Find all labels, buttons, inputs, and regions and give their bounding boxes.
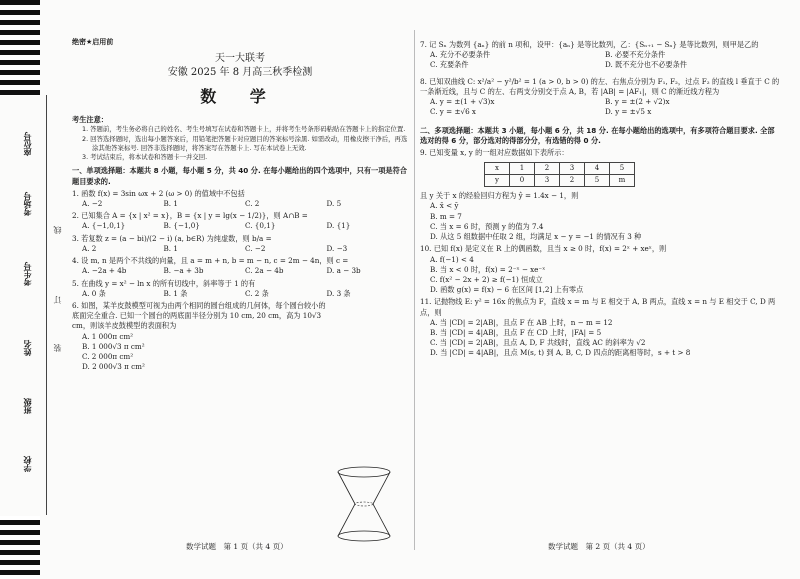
option-b[interactable]: B. 1	[163, 199, 178, 209]
table-row	[485, 163, 635, 175]
right-column	[420, 38, 780, 359]
option-a[interactable]: A. −2a + 4b	[82, 266, 127, 276]
option-b[interactable]: B. 必要不充分条件	[605, 50, 666, 60]
table-cell: 0	[510, 175, 535, 187]
drum-figure	[330, 464, 398, 544]
option-a[interactable]: A. 2	[82, 243, 97, 253]
question-7	[420, 40, 780, 71]
left-questions	[72, 189, 408, 373]
table-cell: m	[610, 175, 635, 187]
option-c[interactable]: C. 充要条件	[430, 60, 469, 70]
option-d[interactable]: D. 5	[326, 199, 342, 209]
option-b[interactable]: B. y = ±(2 + √2)x	[605, 97, 670, 107]
question-3	[72, 234, 408, 254]
table-cell: 2	[560, 175, 585, 187]
question-options	[430, 60, 780, 70]
option-b[interactable]: B. 1 000√3 π cm²	[82, 341, 145, 351]
question-options	[430, 50, 780, 60]
page-footer-left: 数学试题 第 1 页（共 4 页）	[186, 542, 288, 551]
question-10	[420, 244, 780, 295]
question-stem-continued: 且 y 关于 x 的经验回归方程为 ŷ = 1.4x − 1，则	[420, 191, 579, 201]
note-item: 2. 回答选择题时，选出每小题答案后，用铅笔把答题卡对应题目的答案标号涂黑. 如需改动，用橡皮擦干净后，再选涂其他答案标号. 回答非选择题时，将答案写在答题卡上. 写在本试卷上无效.	[82, 134, 408, 152]
question-stem: 3. 若复数 z = (a − bi)/(2 − i) (a, b∈R) 为纯虚数，则 b/a =	[72, 233, 272, 243]
question-stem: 10. 已知 f(x) 是定义在 R 上的偶函数，且当 x ≥ 0 时，f(x) = 2ˣ + xeˣ，则	[420, 244, 667, 254]
table-cell: y	[485, 175, 510, 187]
notes-title: 考生注意：	[72, 115, 108, 125]
question-8	[420, 77, 780, 118]
section-1-title: 一、单项选择题：本题共 8 小题，每小题 5 分，共 40 分. 在每小题给出的四个选项中，只有一项是符合题目要求的.	[72, 166, 407, 186]
option-a[interactable]: A. {−1,0,1}	[82, 221, 126, 231]
option-b[interactable]: B. 当 x < 0 时，f(x) = 2⁻ˣ − xe⁻ˣ	[430, 264, 546, 274]
question-options	[430, 107, 780, 117]
option-d[interactable]: D. {1}	[326, 221, 351, 231]
question-options	[430, 97, 780, 107]
option-a[interactable]: A. −2	[82, 199, 103, 209]
question-options	[82, 244, 408, 254]
column-divider	[414, 30, 415, 550]
option-d[interactable]: D. −3	[326, 243, 348, 253]
option-b[interactable]: B. {−1,0}	[163, 221, 200, 231]
question-stem: 2. 已知集合 A = {x | x² = x}，B = {x | y = lg(x − 1/2)}，则 A∩B =	[72, 211, 308, 221]
question-stem: 4. 设 m, n 是两个不共线的向量，且 a = m + n, b = m − n, c = 2m − 4n，则 c =	[72, 256, 349, 266]
option-b[interactable]: B. m = 7	[430, 211, 462, 221]
question-5	[72, 279, 408, 299]
binding-field-room: 考场号	[23, 192, 32, 216]
note-item: 3. 考试结束后，将本试卷和答题卡一并交回.	[82, 153, 208, 162]
binding-field-class: 班级	[23, 398, 32, 414]
option-c[interactable]: C. 2	[245, 199, 260, 209]
binding-deco-staple: 订	[53, 296, 62, 304]
table-cell: x	[485, 163, 510, 175]
option-c[interactable]: C. 2 000π cm²	[82, 352, 134, 362]
option-c[interactable]: C. −2	[245, 243, 266, 253]
binding-deco-bind: 装	[53, 344, 62, 352]
note-item: 1. 答题前，考生务必将自己的姓名、考生号填写在试卷和答题卡上，并将考生号条形码粘贴在答题卡上的指定位置.	[82, 125, 406, 134]
binding-field-name: 姓名	[23, 340, 32, 356]
option-a[interactable]: A. 当 |CD| = 2|AB|，且点 F 在 AB 上时，n − m = 12	[430, 317, 613, 327]
question-options	[82, 221, 408, 231]
option-c[interactable]: C. y = ±√6 x	[430, 107, 476, 117]
org-title: 天一大联考	[215, 52, 265, 64]
secret-label: 绝密★启用前	[72, 38, 114, 46]
option-d[interactable]: D. 从这 5 组数据中任取 2 组，均满足 x − y = −1 的情况有 3 种	[430, 232, 642, 242]
left-column	[72, 38, 408, 373]
data-table	[484, 162, 635, 187]
question-6	[72, 301, 327, 373]
option-d[interactable]: D. 3 条	[326, 288, 351, 298]
table-row	[485, 175, 635, 187]
binding-gap	[0, 96, 40, 516]
option-b[interactable]: B. 1 条	[163, 288, 188, 298]
question-options	[82, 199, 408, 209]
option-b[interactable]: B. 1	[163, 243, 178, 253]
binding-field-school: 学校	[23, 456, 32, 472]
question-stem: 9. 已知变量 x, y 的一组对应数据如下表所示：	[420, 147, 569, 157]
option-a[interactable]: A. 0 条	[82, 288, 106, 298]
option-c[interactable]: C. 2a − 4b	[245, 266, 284, 276]
question-2	[72, 211, 408, 231]
question-options	[82, 266, 408, 276]
option-a[interactable]: A. y = ±(1 + √3)x	[430, 97, 495, 107]
question-11	[420, 297, 780, 358]
question-stem: 1. 函数 f(x) = 3sin ωx + 2 (ω > 0) 的值域中不包括	[72, 188, 245, 198]
question-stem: 5. 在曲线 y = x² − ln x 的所有切线中，斜率等于 1 的有	[72, 278, 256, 288]
option-c[interactable]: C. 当 x = 6 时，预测 y 的值为 7.4	[430, 221, 544, 231]
section-2-title: 二、多项选择题：本题共 3 小题，每小题 6 分，共 18 分. 在每小题给出的选项中，有多项符合题目要求. 全部选对的得 6 分，部分选对的得部分分，有选错的得 0 分.	[420, 125, 775, 145]
binding-line	[46, 95, 47, 515]
option-d[interactable]: D. 2 000√3 π cm²	[82, 362, 145, 372]
option-d[interactable]: D. 函数 g(x) = f(x) − 6 在区间 [1,2] 上有零点	[430, 285, 584, 295]
option-a[interactable]: A. f(−1) < 4	[430, 254, 474, 264]
question-stem: 8. 已知双曲线 C: x²/a² − y²/b² = 1 (a > 0, b > 0) 的左、右焦点分别为 F₁, F₂，过点 F₂ 的直线 l 垂直于 C 的一条渐近线，且与 C 的左、右两支分别交于点 A, B，若 |AB| = |AF₁|，则 C 的渐近线方程为	[420, 76, 780, 96]
table-cell: 5	[610, 163, 635, 175]
table-cell: 5	[585, 175, 610, 187]
option-d[interactable]: D. 既不充分也不必要条件	[605, 60, 687, 70]
option-c[interactable]: C. 2 条	[245, 288, 269, 298]
subject-title: 数 学	[200, 87, 280, 107]
option-a[interactable]: A. 1 000π cm²	[82, 331, 134, 341]
binding-field-seat: 座位号	[23, 132, 32, 156]
question-stem: 7. 记 Sₙ 为数列 {aₙ} 的前 n 项和，设甲：{aₙ} 是等比数列，乙：{Sₙ₊₁ − Sₙ} 是等比数列，则甲是乙的	[420, 40, 759, 49]
option-d[interactable]: D. a − 3b	[326, 266, 361, 276]
question-options	[82, 289, 408, 299]
binding-field-candidate-no: 考生号	[23, 262, 32, 286]
option-d[interactable]: D. y = ±√5 x	[605, 107, 652, 117]
option-b[interactable]: B. 当 |CD| = 4|AB|，且点 F 在 CD 上时，|FA| = 5	[430, 328, 602, 338]
option-c[interactable]: C. 当 |CD| = 2|AB|，且点 A, D, F 共线时，直线 AC 的斜率为 √2	[430, 338, 646, 348]
option-a[interactable]: A. x̄ < ȳ	[430, 201, 459, 211]
question-1	[72, 189, 408, 209]
binding-deco-line: 线	[53, 226, 62, 234]
table-cell: 1	[510, 163, 535, 175]
option-a[interactable]: A. 充分不必要条件	[430, 50, 491, 60]
option-c[interactable]: C. f(x² − 2x + 2) ≥ f(−1) 恒成立	[430, 274, 543, 284]
option-b[interactable]: B. −a + 3b	[163, 266, 204, 276]
question-stem: 11. 记抛物线 E: y² = 16x 的焦点为 F，直线 x = m 与 E 相交于 A, B 两点，直线 x = n 与 E 相交于 C, D 两点，则	[420, 297, 776, 317]
option-c[interactable]: C. {0,1}	[245, 221, 276, 231]
table-cell: 2	[535, 163, 560, 175]
option-d[interactable]: D. 当 |CD| = 4|AB|，且点 M(s, t) 到 A, B, C, D 四点的距离相等时，s + t > 8	[430, 348, 691, 358]
table-cell: 4	[585, 163, 610, 175]
table-cell: 3	[560, 163, 585, 175]
question-9	[420, 148, 780, 242]
table-cell: 3	[535, 175, 560, 187]
exam-title: 安徽 2025 年 8 月高三秋季检测	[167, 67, 313, 79]
question-4	[72, 256, 408, 276]
page-footer-right: 数学试题 第 2 页（共 4 页）	[548, 542, 650, 551]
question-stem: 6. 如图，某羊皮鼓模型可视为由两个相同的圆台组成的几何体，每个圆台较小的底面完全重合. 已知一个圆台的两底面半径分别为 10 cm, 20 cm，高为 10√3 cm，则该羊皮鼓模型的表面积为	[72, 301, 326, 331]
